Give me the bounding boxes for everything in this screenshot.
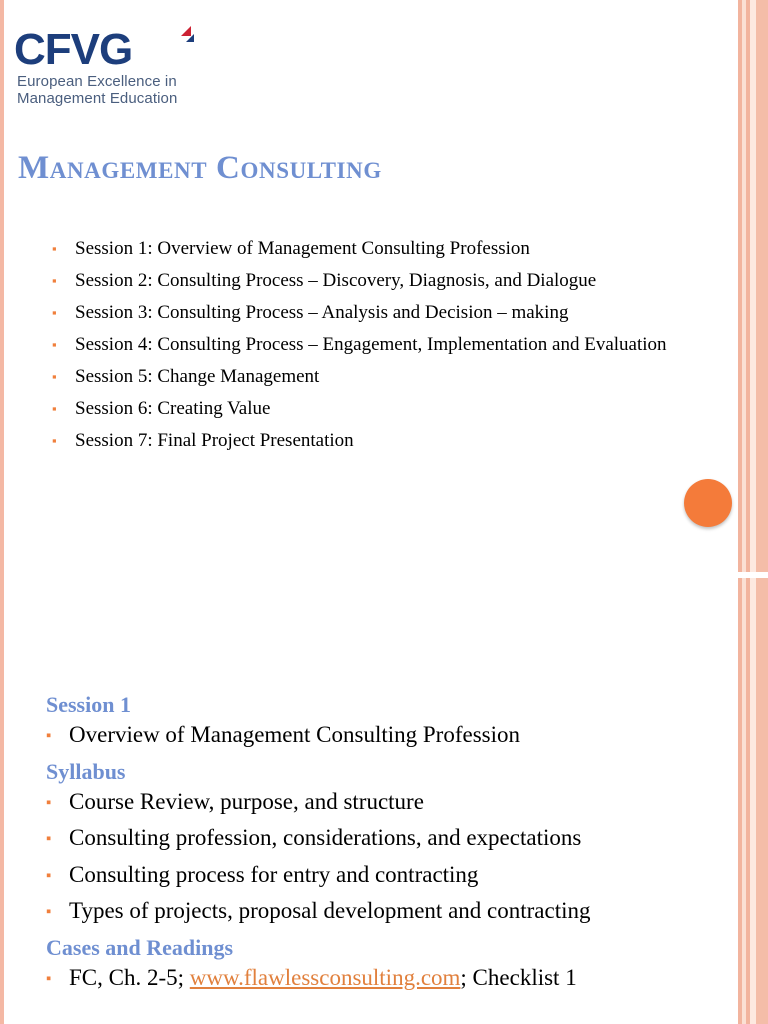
page-title: Management Consulting xyxy=(18,150,382,186)
logo-red-flag-icon xyxy=(181,26,191,36)
cfvg-logo-mark xyxy=(14,20,214,72)
flawless-consulting-link[interactable]: www.flawlessconsulting.com xyxy=(189,964,461,990)
left-border xyxy=(0,0,4,1024)
logo-wordmark: CFVG xyxy=(14,25,133,72)
list-item: ▪ Course Review, purpose, and structure xyxy=(46,787,726,817)
bullet-icon: ▪ xyxy=(52,241,57,256)
bullet-icon: ▪ xyxy=(46,867,52,884)
syllabus-list xyxy=(46,787,726,927)
list-item: ▪ Session 3: Consulting Process – Analysis and Decision – making xyxy=(52,302,569,323)
list-item: ▪ Session 4: Consulting Process – Engagement, Implementation and Evaluation xyxy=(52,334,667,355)
bullet-icon: ▪ xyxy=(46,728,52,744)
list-item: ▪ Consulting profession, considerations, and expectations xyxy=(46,823,726,853)
decorative-circle xyxy=(684,479,732,527)
logo-tagline-line2: Management Education xyxy=(17,90,178,107)
list-item: ▪ Types of projects, proposal development and contracting xyxy=(46,896,726,926)
list-item: ▪ Overview of Management Consulting Profession xyxy=(46,720,726,750)
readings-prefix: FC, Ch. 2-5; xyxy=(69,964,190,990)
readings-heading: Cases and Readings xyxy=(46,934,234,960)
list-item: ▪ Session 5: Change Management xyxy=(52,366,320,387)
list-item: ▪ Session 6: Creating Value xyxy=(52,398,271,419)
readings-list xyxy=(46,963,726,993)
session-list xyxy=(52,236,692,460)
list-item: ▪ Consulting process for entry and contracting xyxy=(46,860,726,890)
bullet-icon: ▪ xyxy=(52,337,57,352)
slide-separator xyxy=(736,572,768,578)
session-topic-list xyxy=(46,720,726,750)
syllabus-heading: Syllabus xyxy=(46,758,126,784)
bullet-icon: ▪ xyxy=(46,831,52,847)
bullet-icon: ▪ xyxy=(52,401,57,416)
cfvg-logo xyxy=(14,20,214,110)
readings-suffix: ; Checklist 1 xyxy=(460,964,577,990)
list-item xyxy=(46,963,726,993)
bullet-icon: ▪ xyxy=(52,273,57,288)
bullet-icon: ▪ xyxy=(52,433,57,448)
list-item: ▪ Session 1: Overview of Management Consulting Profession xyxy=(52,238,530,259)
bullet-icon: ▪ xyxy=(52,305,57,320)
session-heading: Session 1 xyxy=(46,692,131,717)
list-item: ▪ Session 7: Final Project Presentation xyxy=(52,430,354,451)
list-item: ▪ Session 2: Consulting Process – Discovery, Diagnosis, and Dialogue xyxy=(52,270,597,291)
bullet-icon: ▪ xyxy=(46,904,52,920)
logo-tagline-line1: European Excellence in xyxy=(17,73,177,90)
bullet-icon: ▪ xyxy=(46,970,52,987)
bullet-icon: ▪ xyxy=(46,794,52,811)
session-detail xyxy=(46,690,726,999)
bullet-icon: ▪ xyxy=(52,369,57,384)
right-border-stripes xyxy=(736,0,768,1024)
